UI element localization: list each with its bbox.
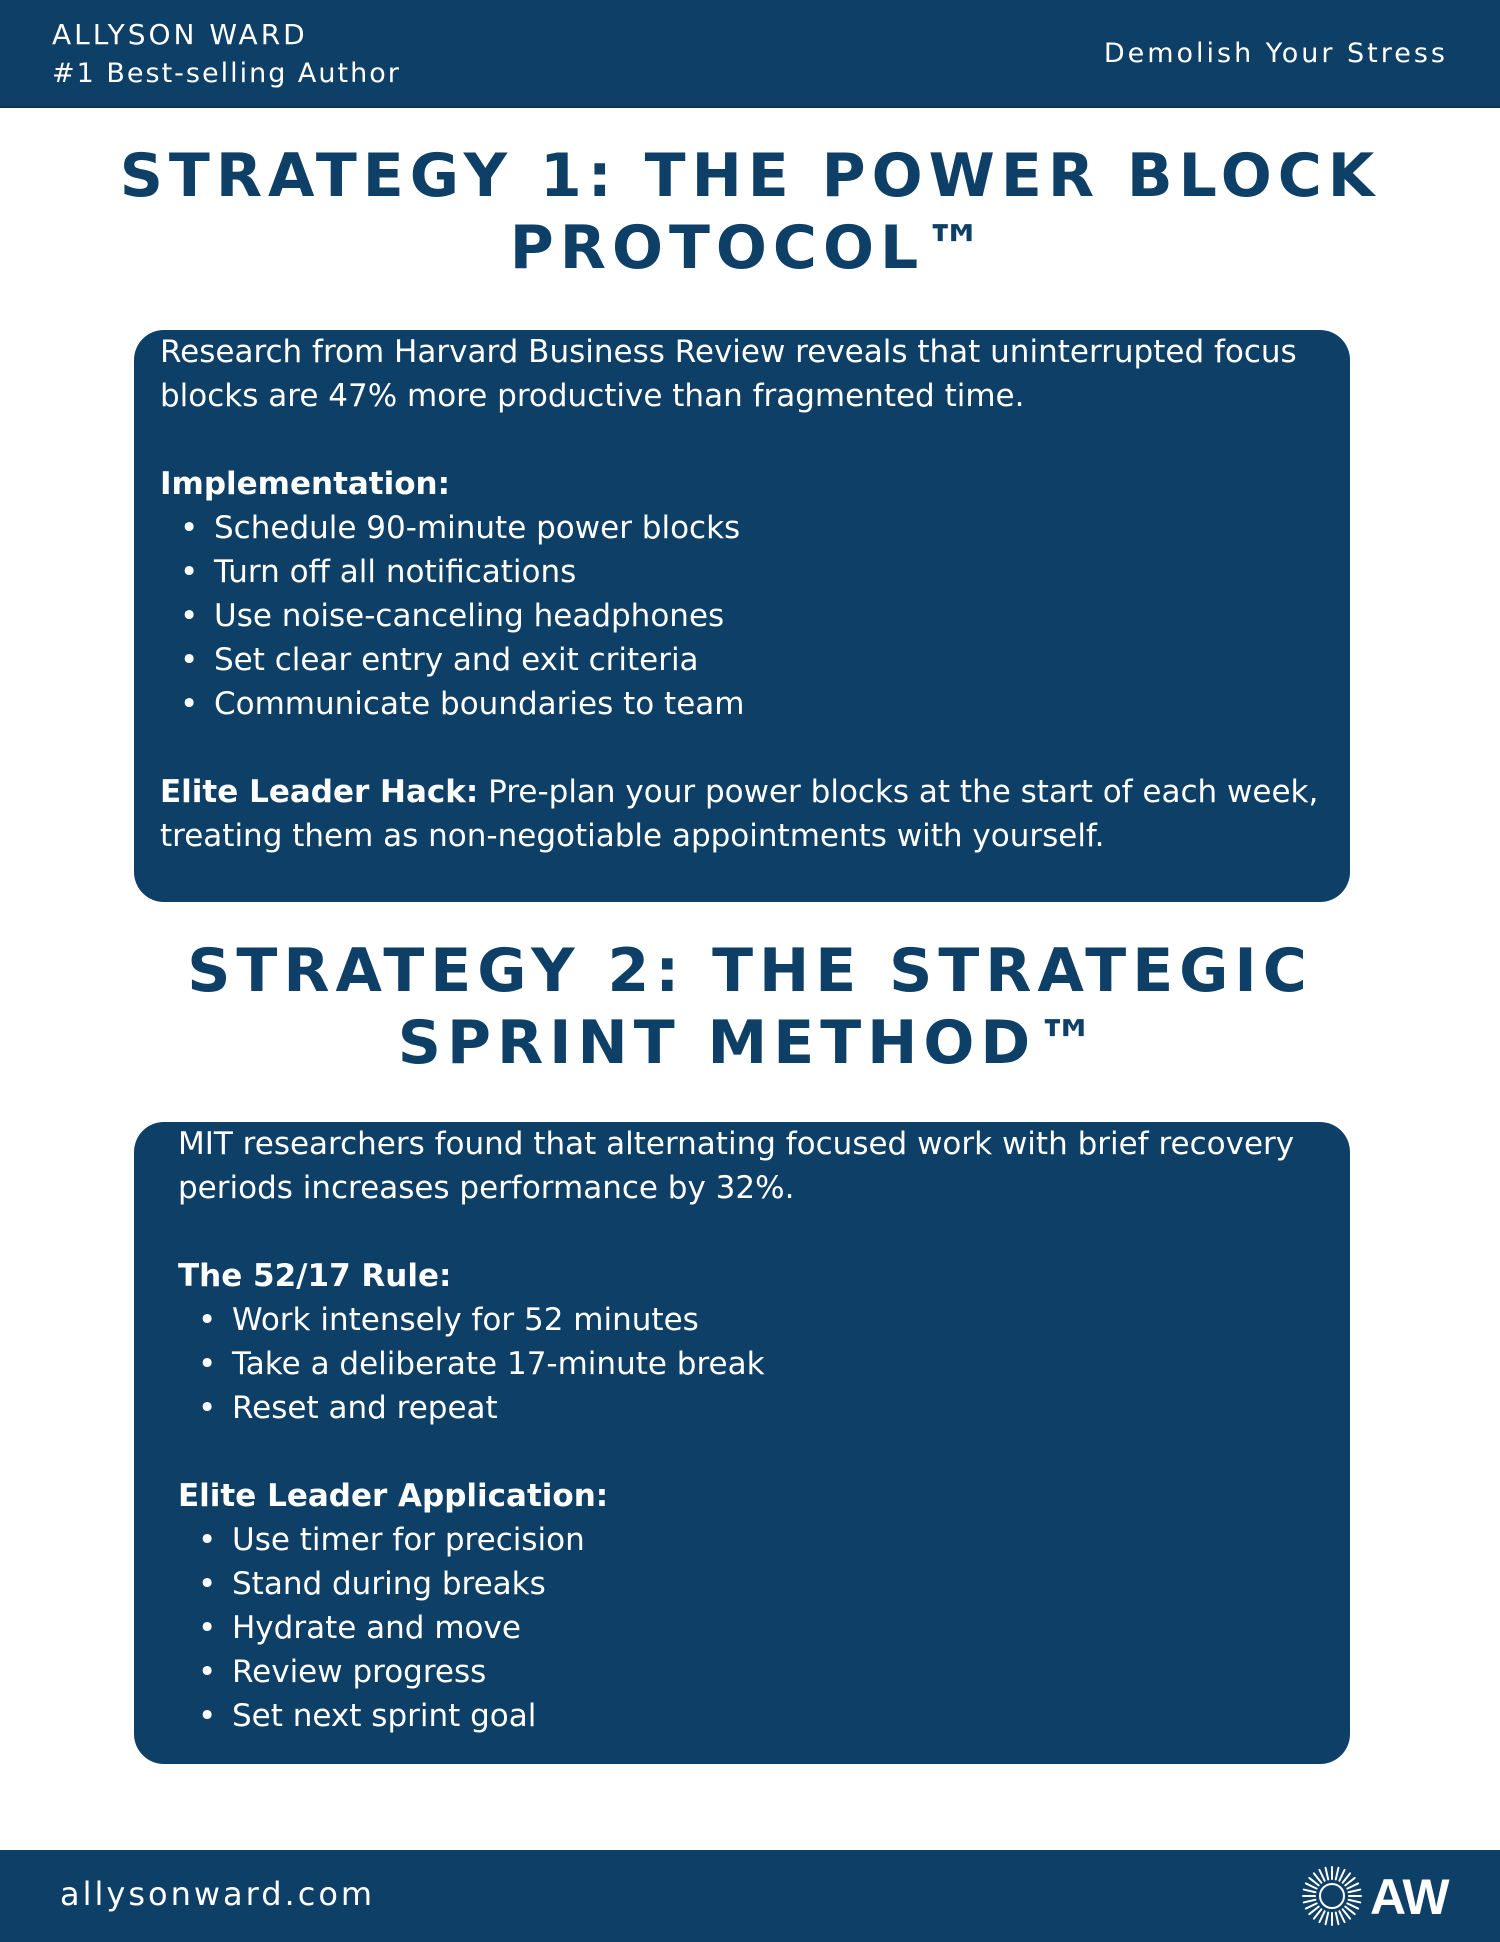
strategy2-title-line2: SPRINT METHOD™ (397, 1008, 1103, 1078)
strategy1-title-line1: STRATEGY 1: THE POWER BLOCK (119, 141, 1381, 211)
strategy2-application-list (178, 1518, 1330, 1738)
list-item: • Work intensely for 52 minutes (178, 1298, 1330, 1342)
strategy1-title-line2: PROTOCOL™ (509, 213, 991, 283)
strategy2-rule-list (178, 1298, 1330, 1430)
strategy2-intro: MIT researchers found that alternating focused work with brief recovery periods increases performance by 32%. (178, 1126, 1295, 1206)
website-link[interactable]: allysonward.com (60, 1875, 376, 1913)
strategy1-implementation-label: Implementation: (160, 466, 451, 502)
list-item: • Use noise-canceling headphones (160, 594, 1330, 638)
strategy1-title (0, 140, 1500, 284)
strategy1-card (134, 330, 1350, 902)
list-item: • Use timer for precision (178, 1518, 1330, 1562)
author-subtitle: #1 Best-selling Author (52, 58, 401, 89)
aw-logo (1300, 1864, 1460, 1928)
strategy1-hack-text: Pre-plan your power blocks at the start of each week, treating them as non-negotiable appointments with yourself. (160, 774, 1319, 854)
strategy2-card (134, 1122, 1350, 1764)
strategy1-implementation-list (160, 506, 1330, 726)
strategy2-rule-label: The 52/17 Rule: (178, 1258, 452, 1294)
list-item: • Review progress (178, 1650, 1330, 1694)
strategy2-title (0, 935, 1500, 1079)
list-item: • Set clear entry and exit criteria (160, 638, 1330, 682)
strategy2-application-label: Elite Leader Application: (178, 1478, 609, 1514)
list-item: • Reset and repeat (178, 1386, 1330, 1430)
page-header (0, 0, 1500, 108)
list-item: • Turn off all notifications (160, 550, 1330, 594)
strategy1-intro: Research from Harvard Business Review reveals that uninterrupted focus blocks are 47% more productive than fragmented time. (160, 334, 1297, 414)
list-item: • Take a deliberate 17-minute break (178, 1342, 1330, 1386)
list-item: • Stand during breaks (178, 1562, 1330, 1606)
strategy2-title-line1: STRATEGY 2: THE STRATEGIC (187, 936, 1313, 1006)
header-tagline: Demolish Your Stress (1103, 38, 1448, 69)
author-name: ALLYSON WARD (52, 18, 308, 51)
sunburst-icon (1300, 1864, 1364, 1928)
list-item: • Set next sprint goal (178, 1694, 1330, 1738)
list-item: • Hydrate and move (178, 1606, 1330, 1650)
logo-text: AW (1370, 1869, 1449, 1925)
strategy1-hack-label: Elite Leader Hack: (160, 774, 479, 810)
page-footer (0, 1850, 1500, 1942)
list-item: • Communicate boundaries to team (160, 682, 1330, 726)
strategy1-hack (160, 770, 1330, 858)
list-item: • Schedule 90-minute power blocks (160, 506, 1330, 550)
